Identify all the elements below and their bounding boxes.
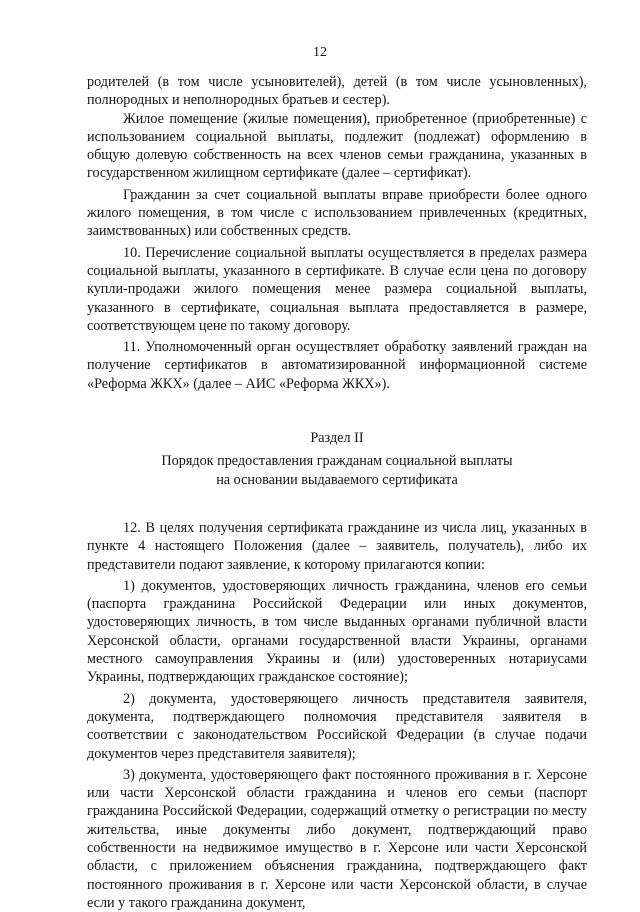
paragraph-subitem-1: 1) документов, удостоверяющих личность гражданина, членов его семьи (паспорта гражданина Российской Федерации или иных документов, удостоверяющих личность, в том числе выданных органами публичной власти Херсонской области, органами государственной власти Украины, органами местного самоуправления Украины и (или) удостоверенных нотариусами Украины, подтверждающих гражданское состояние); xyxy=(87,577,587,686)
section-subtitle-line-1: Порядок предоставления гражданам социальной выплаты xyxy=(161,453,513,470)
paragraph-subitem-3: 3) документа, удостоверяющего факт постоянного проживания в г. Херсоне или части Херсонской области гражданина и членов его семьи (паспорт гражданина Российской Федерации, содержащий отметку о регистрации по месту жительства, иные документы либо документ, подтверждающий право собственности на недвижимое имущество в г. Херсоне или части Херсонской области, с приложением объяснения гражданина, подтверждающего факт постоянного проживания в г. Херсоне или части Херсонской области, в случае если у такого гражданина документ, xyxy=(87,766,587,911)
document-body xyxy=(87,73,587,912)
paragraph-subitem-2: 2) документа, удостоверяющего личность представителя заявителя, документа, подтверждающего полномочия представителя заявителя в соответствии с законодательством Российской Федерации (в случае подачи документов через представителя заявителя); xyxy=(87,690,587,762)
paragraph-continuation: родителей (в том числе усыновителей), детей (в том числе усыновленных), полнородных и неполнородных братьев и сестер). xyxy=(87,74,587,109)
paragraph-multiple-premises: Гражданин за счет социальной выплаты вправе приобрести более одного жилого помещения, в том числе с использованием привлеченных (кредитных, заимствованных) или собственных средств. xyxy=(87,186,587,240)
paragraph-item-12: 12. В целях получения сертификата гражданине из числа лиц, указанных в пункте 4 настоящего Положения (далее – заявитель, получатель), либо их представители подают заявление, к которому прилагаются копии: xyxy=(87,519,587,573)
page-number: 12 xyxy=(313,45,327,60)
paragraph-item-11: 11. Уполномоченный орган осуществляет обработку заявлений граждан на получение сертификатов в автоматизированной информационной системе «Реформа ЖКХ» (далее – АИС «Реформа ЖКХ»). xyxy=(87,339,587,392)
section-heading xyxy=(87,429,587,489)
section-subtitle-line-2: на основании выдаваемого сертификата xyxy=(216,471,458,488)
paragraph-ownership: Жилое помещение (жилые помещения), приобретенное (приобретенные) с использованием социальной выплаты, подлежит (подлежат) оформлению в общую долевую собственность на всех членов семьи гражданина, указанных в государственном жилищном сертификате (далее – сертификат). xyxy=(87,110,587,182)
section-title: Раздел II xyxy=(310,430,364,447)
paragraph-item-10: 10. Перечисление социальной выплаты осуществляется в пределах размера социальной выплаты, указанного в сертификате. В случае если цена по договору купли-продажи жилого помещения менее размера социальной выплаты, указанного в сертификате, социальная выплата предоставляется в размере, соответствующем цене по такому договору. xyxy=(87,244,587,334)
